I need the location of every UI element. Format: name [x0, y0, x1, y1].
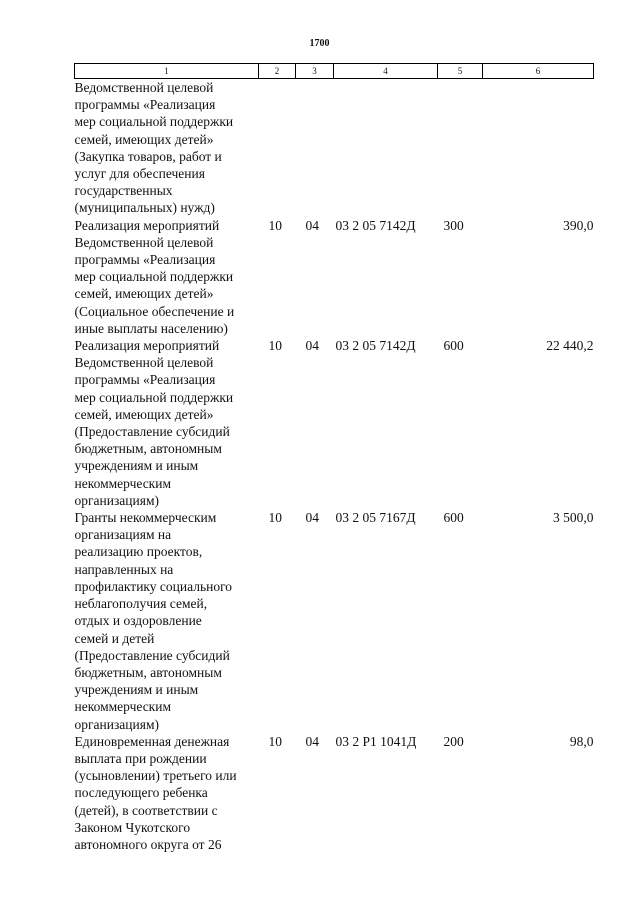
section-code-cell: 10 — [268, 733, 282, 749]
expenditure-name-line: семей, имеющих детей» — [74, 131, 214, 147]
subsection-code-cell: 04 — [305, 733, 319, 749]
expenditure-name-line: отдых и оздоровление — [74, 613, 202, 629]
expenditure-name-cell — [75, 337, 259, 509]
expenditure-name-line: неблагополучия семей, — [74, 596, 208, 612]
table-row — [75, 337, 594, 509]
section-code-cell — [259, 79, 296, 217]
budget-table — [74, 63, 594, 853]
expenditure-name-line: (Предоставление субсидий — [74, 647, 230, 663]
subsection-code-cell — [296, 79, 334, 217]
subsection-code-cell: 04 — [305, 338, 319, 354]
amount-cell — [483, 79, 594, 217]
expense-type-code-cell: 200 — [443, 733, 464, 749]
column-header: 4 — [334, 64, 438, 79]
expenditure-name-cell — [75, 509, 259, 733]
expenditure-name-line: государственных — [74, 183, 173, 199]
expenditure-name-line: Реализация мероприятий — [74, 217, 220, 233]
table-row — [75, 217, 594, 337]
column-header: 1 — [75, 64, 259, 79]
expenditure-name-line: профилактику социального — [74, 578, 233, 594]
table-body — [75, 79, 594, 854]
expense-type-code-cell: 600 — [443, 338, 464, 354]
expense-type-code-cell — [438, 79, 483, 217]
amount-cell: 22 440,2 — [546, 338, 594, 354]
expenditure-name-line: организациям) — [74, 716, 160, 732]
expenditure-name-line: некоммерческим — [74, 475, 172, 491]
expense-type-code-cell: 600 — [443, 510, 464, 526]
expenditure-name-line: реализацию проектов, — [74, 544, 203, 560]
expense-type-code-cell: 300 — [443, 217, 464, 233]
page-number: 1700 — [309, 38, 330, 49]
expenditure-name-line: автономного округа от 26 — [74, 836, 222, 852]
expenditure-name-line: (муниципальных) нужд) — [74, 200, 215, 216]
expenditure-name-line: направленных на — [74, 561, 174, 577]
subsection-code-cell: 04 — [305, 510, 319, 526]
expenditure-name-line: Гранты некоммерческим — [74, 510, 217, 526]
target-article-code-cell: 03 2 P1 1041Д — [335, 733, 417, 749]
expenditure-name-line: мер социальной поддержки — [74, 269, 234, 285]
expenditure-name-line: (детей), в соответствии с — [74, 802, 218, 818]
expenditure-name-cell — [75, 217, 259, 337]
amount-cell: 3 500,0 — [553, 510, 594, 526]
section-code-cell: 10 — [268, 510, 282, 526]
expenditure-name-line: семей, имеющих детей» — [74, 286, 214, 302]
table-row — [75, 79, 594, 217]
expenditure-name-line: выплата при рождении — [74, 750, 207, 766]
amount-cell: 390,0 — [563, 217, 594, 233]
expenditure-name-line: (Социальное обеспечение и — [74, 303, 235, 319]
amount-cell: 98,0 — [569, 733, 594, 749]
expenditure-name-line: Реализация мероприятий — [74, 338, 220, 354]
expenditure-name-line: некоммерческим — [74, 699, 172, 715]
target-article-code-cell — [334, 79, 438, 217]
expenditure-name-cell — [75, 79, 259, 217]
expenditure-name-line: программы «Реализация — [74, 252, 216, 268]
expenditure-name-cell — [75, 733, 259, 853]
expenditure-name-line: Ведомственной целевой — [74, 234, 214, 250]
column-number-header-row — [75, 64, 594, 79]
expenditure-name-line: Единовременная денежная — [74, 733, 230, 749]
section-code-cell: 10 — [268, 217, 282, 233]
expenditure-name-line: Ведомственной целевой — [74, 80, 214, 95]
expenditure-name-line: учреждениям и иным — [74, 458, 199, 474]
expenditure-name-line: иные выплаты населению) — [74, 320, 228, 336]
target-article-code-cell: 03 2 05 7142Д — [335, 338, 416, 354]
expenditure-name-line: (Предоставление субсидий — [74, 424, 230, 440]
target-article-code-cell: 03 2 05 7167Д — [335, 510, 416, 526]
column-header: 2 — [259, 64, 296, 79]
expenditure-name-line: программы «Реализация — [74, 372, 216, 388]
column-header: 5 — [438, 64, 483, 79]
expenditure-name-line: Ведомственной целевой — [74, 355, 214, 371]
target-article-code-cell: 03 2 05 7142Д — [335, 217, 416, 233]
subsection-code-cell: 04 — [305, 217, 319, 233]
column-header: 3 — [296, 64, 334, 79]
expenditure-name-line: (усыновлении) третьего или — [74, 768, 237, 784]
expenditure-name-line: программы «Реализация — [74, 97, 216, 113]
expenditure-name-line: учреждениям и иным — [74, 682, 199, 698]
expenditure-name-line: услуг для обеспечения — [74, 166, 205, 182]
column-header: 6 — [483, 64, 594, 79]
table-row — [75, 509, 594, 733]
expenditure-name-line: семей и детей — [74, 630, 155, 646]
expenditure-name-line: (Закупка товаров, работ и — [74, 148, 222, 164]
section-code-cell: 10 — [268, 338, 282, 354]
expenditure-name-line: бюджетным, автономным — [74, 441, 222, 457]
table-row — [75, 733, 594, 853]
expenditure-name-line: организациям на — [74, 527, 172, 543]
expenditure-name-line: Законом Чукотского — [74, 819, 191, 835]
expenditure-name-line: последующего ребенка — [74, 785, 208, 801]
expenditure-name-line: семей, имеющих детей» — [74, 406, 214, 422]
expenditure-name-line: организациям) — [74, 492, 160, 508]
expenditure-name-line: мер социальной поддержки — [74, 389, 234, 405]
expenditure-name-line: бюджетным, автономным — [74, 664, 222, 680]
expenditure-name-line: мер социальной поддержки — [74, 114, 234, 130]
